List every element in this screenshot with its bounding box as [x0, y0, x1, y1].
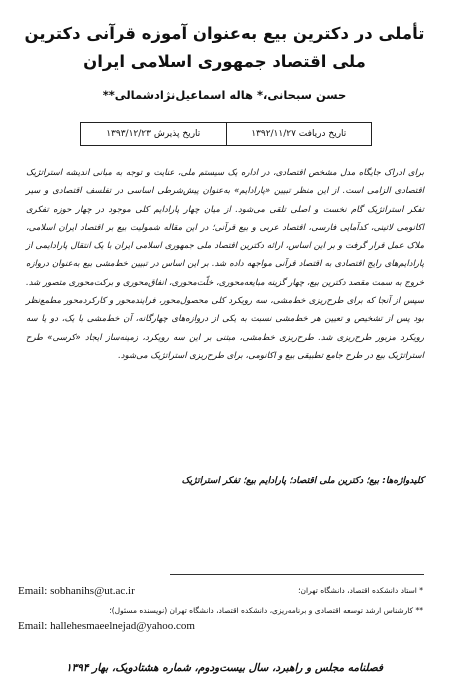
- journal-footer: فصلنامه مجلس و راهبرد، سال بیست‌ودوم، شماره هشتادویک، بهار ۱۳۹۴: [65, 662, 384, 674]
- keywords-line: [26, 476, 424, 486]
- footnote-1: * استاد دانشکده اقتصاد، دانشگاه تهران؛: [298, 586, 423, 595]
- dates-box: [80, 122, 372, 146]
- accepted-date: تاریخ پذیرش ۱۳۹۳/۱۲/۲۳: [81, 123, 227, 145]
- email-2: Email: hallehesmaeelnejad@yahoo.com: [18, 620, 195, 632]
- abstract-text: برای ادراک جایگاه مدل مشخص اقتصادی، در اداره یک سیستم ملی، عنایت و توجه به مبانی اندیشه استراتژیک اقتصادی الزامی است. از این منظر تبیین «پارادایم» به‌عنوان پیش‌شرطی اساسی در تفلسف اقتصادی و سیر تفکر استراتژیک گام نخست و اصلی تلقی می‌شود. از میان چهار پارادایم کلی موجود در چهار حوزه تفکری اکانومی لاتینی، کدآمایی فارسی، اقتصاد عربی و بیع قرآنی؛ در این مقاله شمولیت بیع بر اقتصاد ایران اسلامی، ملاک عمل قرار گرفت و بر این اساس، ارائه دکترین اقتصاد ملی جمهوری اسلامی ایران با یک انتقال پارادایمی از پارادایم‌های رایج اقتصادی به اقتصاد قرآنی مواجهه داده شد. بر این اساس در تبیین خط‌مشی بیع به‌عنوان دروازه خروج به سمت مقصد دکترین بیع، چهار گزینه مبایعه‌محوری، خلّت‌محوری، انفاق‌محوری و برکت‌محوری متصور شد. سپس از آنجا که برای طرح‌ریزی خط‌مشی، سه رویکرد کلی محصول‌محور، فرایند‌محور و کارکرد‌محور مطمع‌نظر بود پس از تشخیص و تعیین هر خط‌مشی نسبت به یکی از دروازه‌های چهارگانه، آن خط‌مشی با یک، دو یا سه رویکرد مزبور طرح‌ریزی شد. طرح‌ریزی خط‌مشی، مبتنی بر این سه رویکرد، زمینه‌ساز ایجاد «کرسی» طرح استراتژیک بیع در طرح جامع تطبیقی بیع و اکانومی، برای طرح‌ریزی استراتژیک می‌شود.: [26, 168, 424, 361]
- footnote-2: ** کارشناس ارشد توسعه اقتصادی و برنامه‌ریزی، دانشکده اقتصاد، دانشگاه تهران (نویسنده مسئول)؛: [109, 606, 423, 615]
- keywords-label: کلیدواژه‌ها:: [382, 476, 424, 486]
- article-title: تأملی در دکترین بیع به‌عنوان آموزه قرآنی دکترین ملی اقتصاد جمهوری اسلامی ایران: [24, 24, 425, 71]
- authors-line: حسن سبحانی،* هاله اسماعیل‌نژادشمالی**: [102, 88, 347, 102]
- keywords-list: بیع؛ دکترین ملی اقتصاد؛ پارادایم بیع؛ تفکر استراتژیک: [181, 476, 380, 486]
- footnote-divider: [170, 574, 424, 575]
- email-1: Email: sobhanihs@ut.ac.ir: [18, 585, 135, 597]
- received-date: تاریخ دریافت ۱۳۹۲/۱۱/۲۷: [251, 129, 347, 139]
